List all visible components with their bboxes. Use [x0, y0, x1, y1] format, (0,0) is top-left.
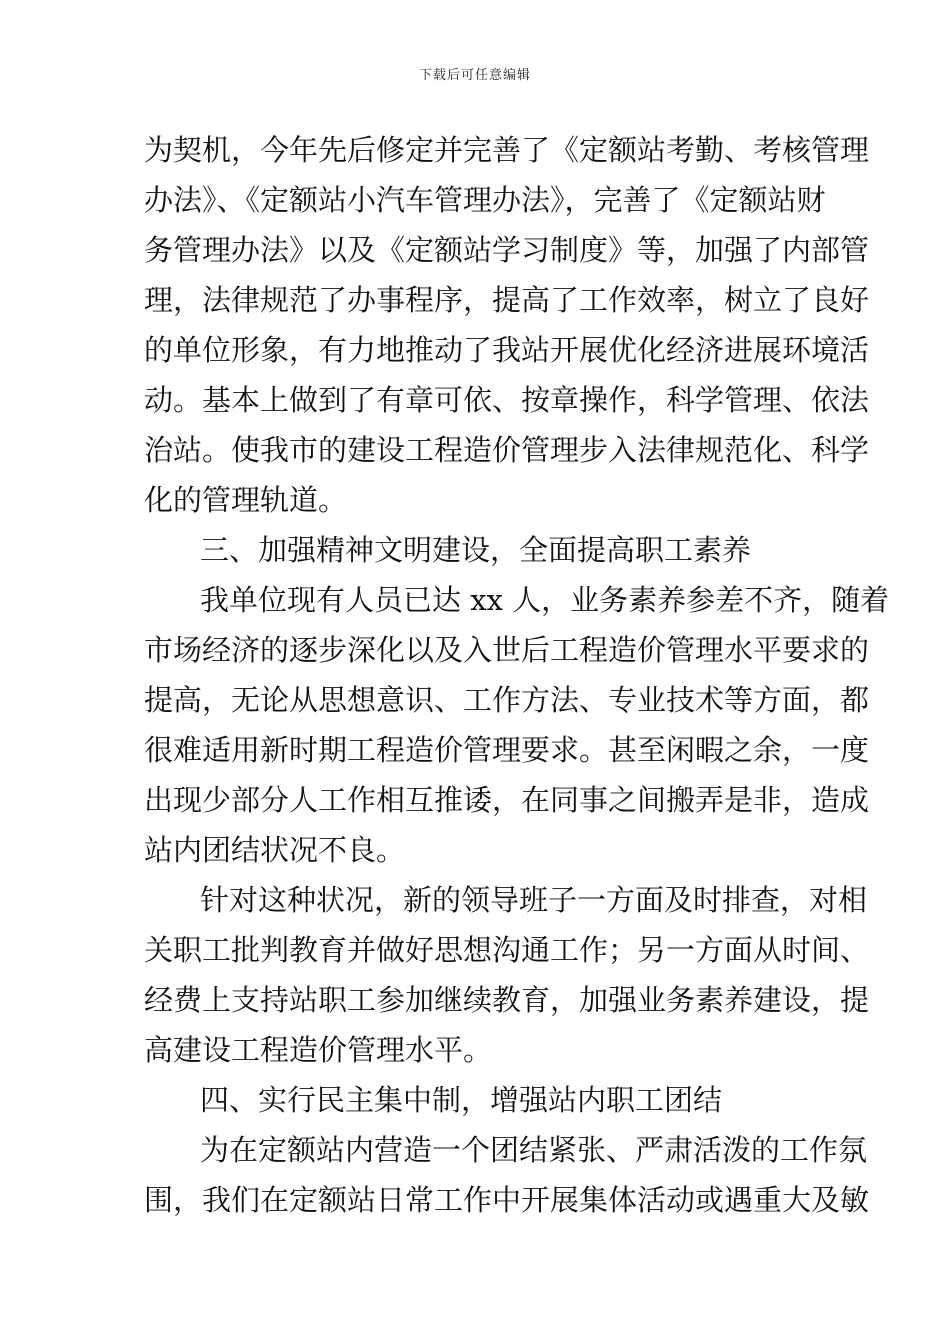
text-line: 提高，无论从思想意识、工作方法、专业技术等方面，都	[144, 683, 870, 717]
section-heading: 三、加强精神文明建设，全面提高职工素养	[200, 533, 752, 567]
text-line: 化的管理轨道。	[144, 483, 348, 517]
text-line: 的单位形象，有力地推动了我站开展优化经济进展环境活	[144, 333, 870, 367]
text-line: 站内团结状况不良。	[144, 833, 406, 867]
text-line: 治站。使我市的建设工程造价管理步入法律规范化、科学	[144, 433, 870, 467]
text-line: 为在定额站内营造一个团结紧张、严肃活泼的工作氛	[200, 1133, 868, 1167]
text-line: 很难适用新时期工程造价管理要求。甚至闲暇之余，一度	[144, 733, 870, 767]
text-line: 经费上支持站职工参加继续教育，加强业务素养建设，提	[144, 983, 870, 1017]
text-line: 高建设工程造价管理水平。	[144, 1033, 493, 1067]
text-line: 理，法律规范了办事程序，提高了工作效率，树立了良好	[144, 283, 870, 317]
text-line: 务管理办法》以及《定额站学习制度》等，加强了内部管	[144, 233, 870, 267]
text-line: 围，我们在定额站日常工作中开展集体活动或遇重大及敏	[144, 1183, 870, 1217]
text-line: 市场经济的逐步深化以及入世后工程造价管理水平要求的	[144, 633, 870, 667]
text-line: 我单位现有人员已达 xx 人，业务素养参差不齐，随着	[200, 583, 890, 617]
text-line: 动。基本上做到了有章可依、按章操作，科学管理、依法	[144, 383, 870, 417]
document-body	[144, 125, 890, 1225]
text-line: 办法》、《定额站小汽车管理办法》，完善了《定额站财	[144, 183, 826, 217]
text-line: 出现少部分人工作相互推诿，在同事之间搬弄是非，造成	[144, 783, 870, 817]
page-header: 下载后可任意编辑	[418, 68, 531, 83]
text-line: 为契机，今年先后修定并完善了《定额站考勤、考核管理	[144, 133, 870, 167]
text-line: 针对这种状况，新的领导班子一方面及时排查，对相	[200, 883, 868, 917]
section-heading: 四、实行民主集中制，增强站内职工团结	[200, 1083, 723, 1117]
text-line: 关职工批判教育并做好思想沟通工作；另一方面从时间、	[144, 933, 870, 967]
